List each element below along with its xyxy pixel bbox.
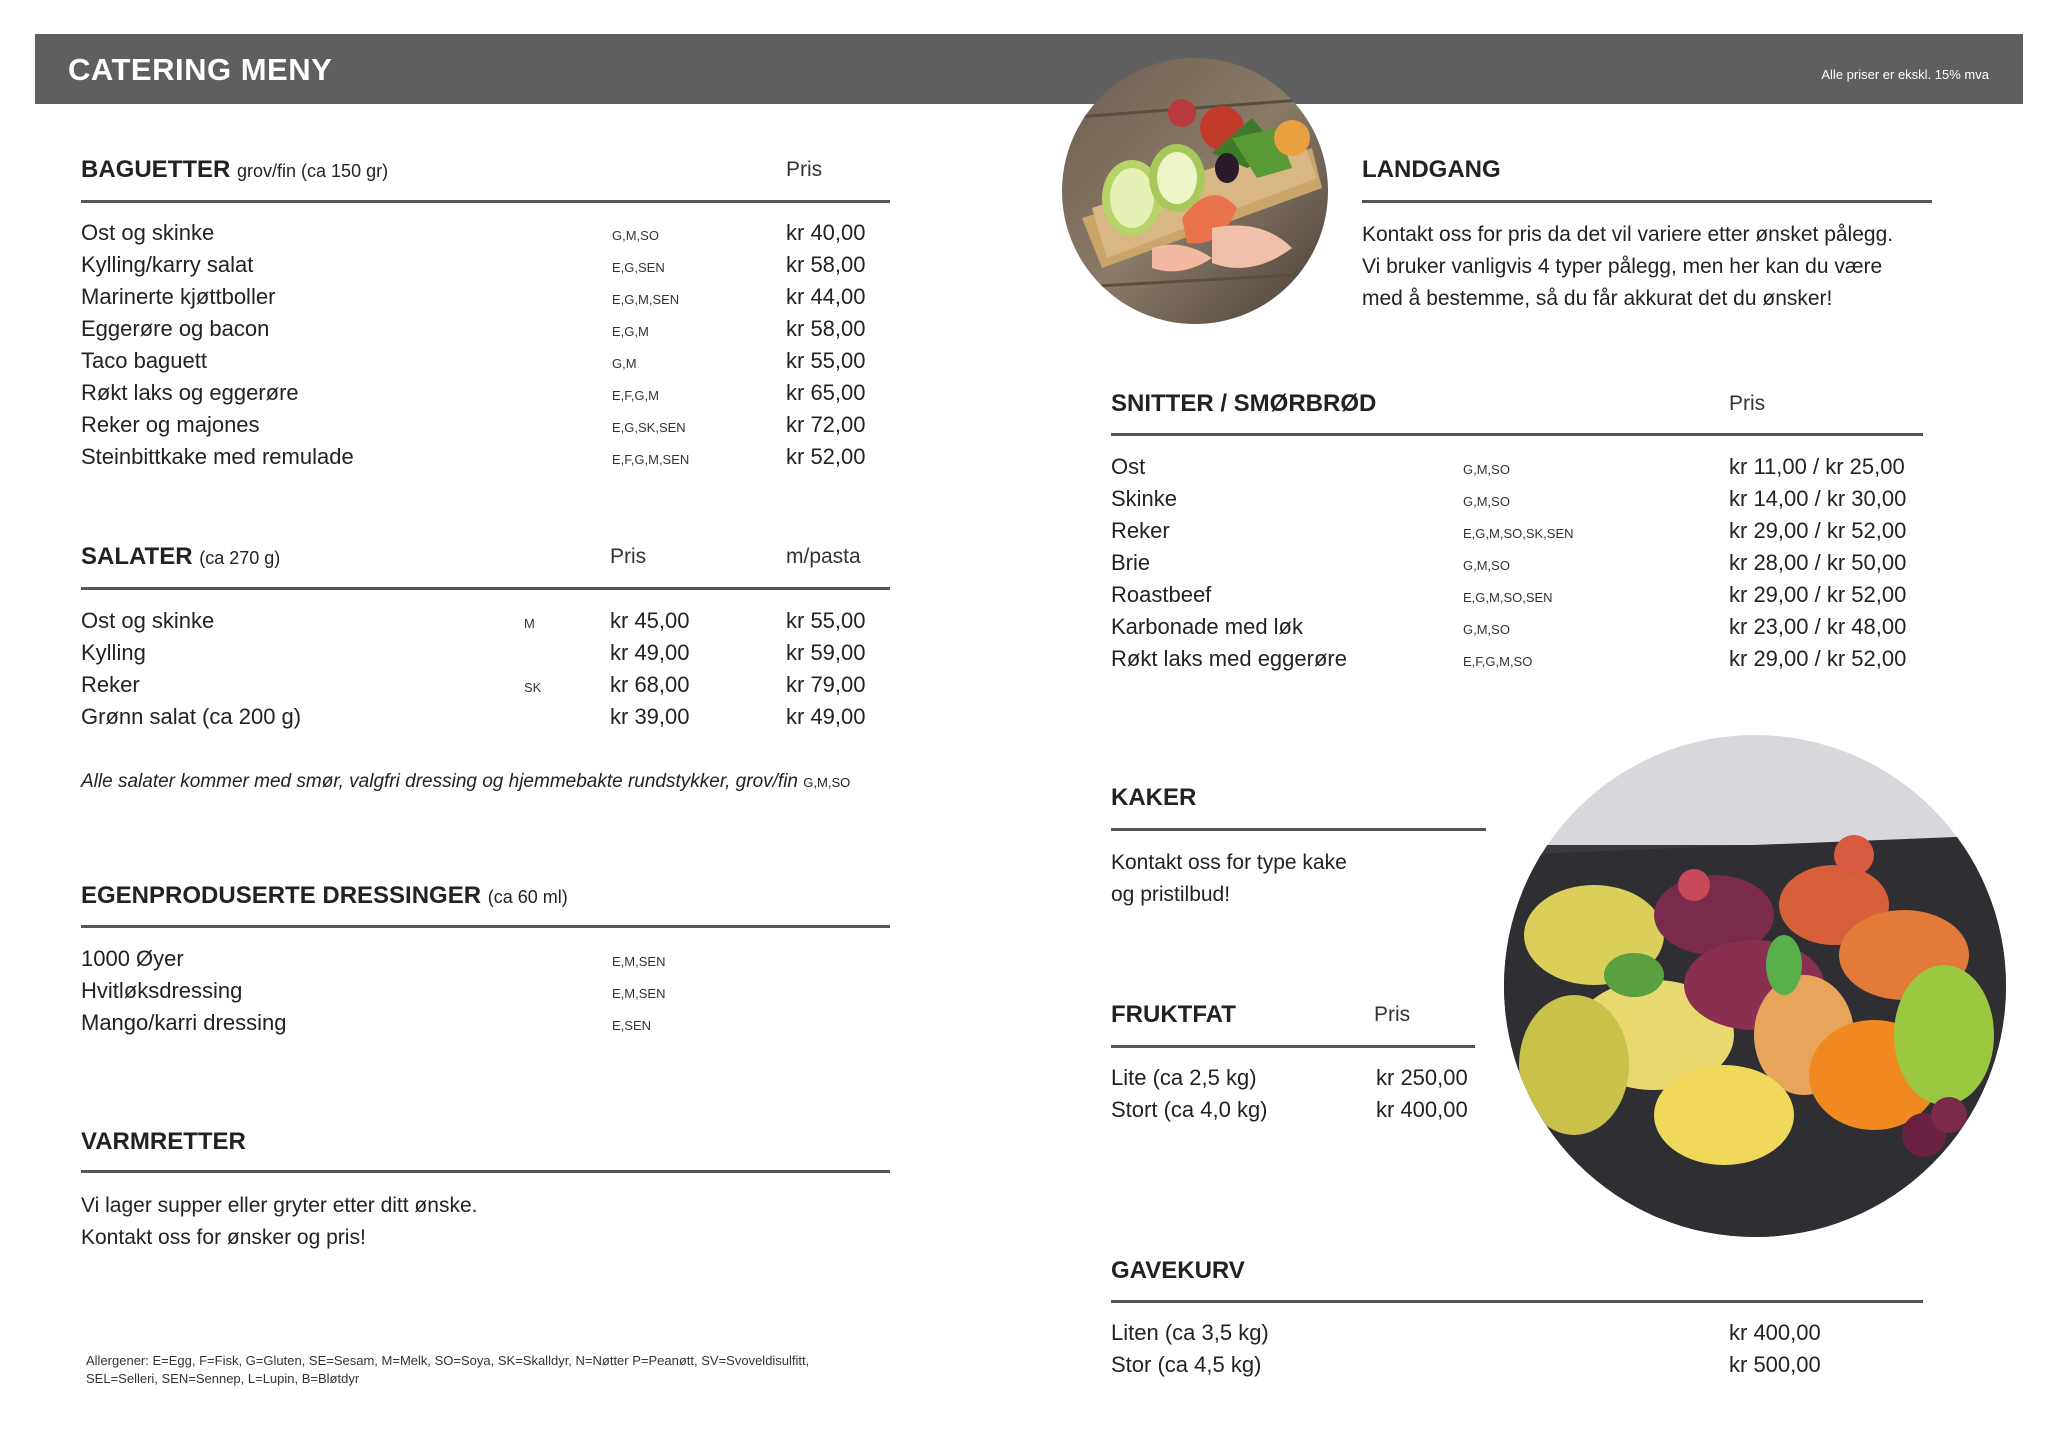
salater-item-name: Ost og skinke bbox=[81, 608, 215, 633]
landgang-line-3: med å bestemme, så du får akkurat det du ønsker! bbox=[1362, 287, 1833, 310]
baguetter-item-allergens: E,F,G,M,SEN bbox=[612, 452, 690, 467]
baguetter-subtitle: grov/fin (ca 150 gr) bbox=[237, 161, 389, 181]
salater-price-header: Pris bbox=[610, 545, 647, 568]
baguetter-item-price: kr 44,00 bbox=[786, 284, 866, 309]
salater-row bbox=[81, 704, 890, 736]
snitter-row bbox=[1111, 582, 1923, 614]
vat-note: Alle priser er ekskl. 15% mva bbox=[1821, 67, 1989, 82]
snitter-item-name: Røkt laks med eggerøre bbox=[1111, 646, 1347, 671]
gavekurv-item-price: kr 400,00 bbox=[1729, 1320, 1821, 1345]
allergen-legend-line-2: SEL=Selleri, SEN=Sennep, L=Lupin, B=Bløtdyr bbox=[86, 1371, 360, 1386]
baguetter-row bbox=[81, 252, 890, 284]
kaker-line-1: Kontakt oss for type kake bbox=[1111, 851, 1347, 874]
baguetter-item-name: Marinerte kjøttboller bbox=[81, 284, 276, 309]
baguetter-item-allergens: E,G,M bbox=[612, 324, 649, 339]
salater-note bbox=[81, 771, 850, 793]
snitter-row bbox=[1111, 486, 1923, 518]
salater-subtitle: (ca 270 g) bbox=[199, 548, 281, 568]
salater-item-pasta-price: kr 79,00 bbox=[786, 672, 866, 697]
fruit-platter-photo bbox=[1504, 735, 2006, 1237]
dressinger-row bbox=[81, 1010, 890, 1042]
landgang-line-1: Kontakt oss for pris da det vil variere etter ønsket pålegg. bbox=[1362, 223, 1894, 246]
baguetter-price-header: Pris bbox=[786, 158, 823, 181]
baguetter-title bbox=[81, 156, 388, 184]
fruktfat-row bbox=[1111, 1065, 1475, 1097]
baguetter-item-allergens: G,M bbox=[612, 356, 637, 371]
fruktfat-item-price: kr 400,00 bbox=[1376, 1097, 1468, 1122]
snitter-item-allergens: G,M,SO bbox=[1463, 494, 1510, 509]
dressinger-row bbox=[81, 946, 890, 978]
baguetter-row bbox=[81, 316, 890, 348]
salater-note-text: Alle salater kommer med smør, valgfri dressing og hjemmebakte rundstykker, grov/fin bbox=[81, 771, 798, 792]
dressinger-divider bbox=[81, 925, 890, 928]
baguetter-item-name: Kylling/karry salat bbox=[81, 252, 254, 277]
snitter-item-price: kr 29,00 / kr 52,00 bbox=[1729, 518, 1907, 543]
snitter-item-name: Karbonade med løk bbox=[1111, 614, 1303, 639]
salater-item-allergens: SK bbox=[524, 680, 542, 695]
snitter-item-allergens: E,G,M,SO,SEN bbox=[1463, 590, 1553, 605]
allergen-legend-line-1: Allergener: E=Egg, F=Fisk, G=Gluten, SE=Sesam, M=Melk, SO=Soya, SK=Skalldyr, N=Nøtter P=Peanøtt, SV=Svoveldisulfitt, bbox=[86, 1353, 810, 1368]
snitter-row bbox=[1111, 614, 1923, 646]
baguetter-item-price: kr 58,00 bbox=[786, 252, 866, 277]
dressinger-item-name: Mango/karri dressing bbox=[81, 1010, 287, 1035]
salater-item-name: Reker bbox=[81, 672, 140, 697]
snitter-item-allergens: G,M,SO bbox=[1463, 558, 1510, 573]
salater-row bbox=[81, 608, 890, 640]
baguetter-row bbox=[81, 412, 890, 444]
dressinger-subtitle: (ca 60 ml) bbox=[487, 887, 568, 907]
kaker-text bbox=[1111, 847, 1347, 911]
dressinger-item-allergens: E,M,SEN bbox=[612, 986, 666, 1001]
salater-item-price: kr 45,00 bbox=[610, 608, 690, 633]
page-title: CATERING MENY bbox=[68, 52, 333, 87]
baguetter-item-allergens: E,F,G,M bbox=[612, 388, 659, 403]
salater-item-pasta-price: kr 59,00 bbox=[786, 640, 866, 665]
dressinger-item-name: 1000 Øyer bbox=[81, 946, 184, 971]
baguetter-item-name: Ost og skinke bbox=[81, 220, 215, 245]
salater-title bbox=[81, 543, 280, 571]
kaker-line-2: og pristilbud! bbox=[1111, 883, 1231, 906]
salater-row bbox=[81, 672, 890, 704]
baguetter-item-price: kr 55,00 bbox=[786, 348, 866, 373]
gavekurv-item-name: Liten (ca 3,5 kg) bbox=[1111, 1320, 1269, 1345]
kaker-title: KAKER bbox=[1111, 784, 1197, 811]
baguetter-row bbox=[81, 444, 890, 476]
baguetter-item-allergens: E,G,SEN bbox=[612, 260, 665, 275]
gavekurv-item-name: Stor (ca 4,5 kg) bbox=[1111, 1352, 1262, 1377]
snitter-price-header: Pris bbox=[1729, 392, 1766, 415]
kaker-divider bbox=[1111, 828, 1486, 831]
baguetter-title-text: BAGUETTER bbox=[81, 156, 231, 183]
baguetter-item-price: kr 65,00 bbox=[786, 380, 866, 405]
varmretter-line-1: Vi lager supper eller gryter etter ditt ønske. bbox=[81, 1194, 478, 1217]
snitter-item-allergens: E,G,M,SO,SK,SEN bbox=[1463, 526, 1574, 541]
gavekurv-item-price: kr 500,00 bbox=[1729, 1352, 1821, 1377]
salater-item-name: Grønn salat (ca 200 g) bbox=[81, 704, 302, 729]
snitter-item-allergens: E,F,G,M,SO bbox=[1463, 654, 1533, 669]
baguetter-item-name: Eggerøre og bacon bbox=[81, 316, 270, 341]
baguetter-row bbox=[81, 220, 890, 252]
salater-title-text: SALATER bbox=[81, 543, 193, 570]
fruit-platter-image bbox=[1504, 735, 2006, 1237]
landgang-text bbox=[1362, 219, 1893, 315]
salater-item-pasta-price: kr 49,00 bbox=[786, 704, 866, 729]
salater-pasta-header: m/pasta bbox=[786, 545, 861, 568]
salater-row bbox=[81, 640, 890, 672]
baguetter-row bbox=[81, 284, 890, 316]
dressinger-title-text: EGENPRODUSERTE DRESSINGER bbox=[81, 882, 482, 909]
dressinger-item-name: Hvitløksdressing bbox=[81, 978, 243, 1003]
snitter-item-price: kr 14,00 / kr 30,00 bbox=[1729, 486, 1907, 511]
snitter-title: SNITTER / SMØRBRØD bbox=[1111, 390, 1377, 417]
snitter-divider bbox=[1111, 433, 1923, 436]
varmretter-divider bbox=[81, 1170, 890, 1173]
varmretter-line-2: Kontakt oss for ønsker og pris! bbox=[81, 1226, 366, 1249]
fruktfat-divider bbox=[1111, 1045, 1475, 1048]
salater-item-allergens: M bbox=[524, 616, 535, 631]
baguetter-row bbox=[81, 380, 890, 412]
snitter-item-name: Reker bbox=[1111, 518, 1170, 543]
snitter-item-name: Roastbeef bbox=[1111, 582, 1212, 607]
snitter-row bbox=[1111, 454, 1923, 486]
snitter-item-price: kr 23,00 / kr 48,00 bbox=[1729, 614, 1907, 639]
snitter-item-allergens: G,M,SO bbox=[1463, 462, 1510, 477]
baguetter-item-name: Røkt laks og eggerøre bbox=[81, 380, 299, 405]
allergen-legend bbox=[86, 1352, 809, 1388]
baguetter-item-price: kr 58,00 bbox=[786, 316, 866, 341]
fruktfat-row bbox=[1111, 1097, 1475, 1129]
fruktfat-item-name: Stort (ca 4,0 kg) bbox=[1111, 1097, 1268, 1122]
baguetter-item-price: kr 52,00 bbox=[786, 444, 866, 469]
open-sandwich-image bbox=[1062, 58, 1328, 324]
landgang-title: LANDGANG bbox=[1362, 156, 1501, 183]
fruktfat-price-header: Pris bbox=[1374, 1003, 1411, 1026]
baguetter-divider bbox=[81, 200, 890, 203]
fruktfat-title: FRUKTFAT bbox=[1111, 1001, 1236, 1028]
dressinger-item-allergens: E,M,SEN bbox=[612, 954, 666, 969]
snitter-row bbox=[1111, 646, 1923, 678]
varmretter-title: VARMRETTER bbox=[81, 1128, 246, 1155]
fruktfat-item-name: Lite (ca 2,5 kg) bbox=[1111, 1065, 1257, 1090]
snitter-item-price: kr 29,00 / kr 52,00 bbox=[1729, 582, 1907, 607]
snitter-item-price: kr 11,00 / kr 25,00 bbox=[1729, 454, 1905, 479]
baguetter-row bbox=[81, 348, 890, 380]
gavekurv-row bbox=[1111, 1352, 1923, 1384]
baguetter-item-allergens: G,M,SO bbox=[612, 228, 659, 243]
varmretter-text bbox=[81, 1190, 477, 1254]
snitter-item-price: kr 29,00 / kr 52,00 bbox=[1729, 646, 1907, 671]
baguetter-item-allergens: E,G,SK,SEN bbox=[612, 420, 686, 435]
snitter-item-price: kr 28,00 / kr 50,00 bbox=[1729, 550, 1907, 575]
salater-item-name: Kylling bbox=[81, 640, 146, 665]
baguetter-item-price: kr 72,00 bbox=[786, 412, 866, 437]
salater-item-price: kr 49,00 bbox=[610, 640, 690, 665]
baguetter-item-allergens: E,G,M,SEN bbox=[612, 292, 680, 307]
baguetter-item-name: Reker og majones bbox=[81, 412, 260, 437]
fruktfat-item-price: kr 250,00 bbox=[1376, 1065, 1468, 1090]
baguetter-item-price: kr 40,00 bbox=[786, 220, 866, 245]
gavekurv-title: GAVEKURV bbox=[1111, 1257, 1245, 1284]
dressinger-item-allergens: E,SEN bbox=[612, 1018, 652, 1033]
snitter-row bbox=[1111, 550, 1923, 582]
snitter-item-name: Ost bbox=[1111, 454, 1146, 479]
snitter-row bbox=[1111, 518, 1923, 550]
snitter-item-allergens: G,M,SO bbox=[1463, 622, 1510, 637]
landgang-divider bbox=[1362, 200, 1932, 203]
salater-note-allergens: G,M,SO bbox=[803, 775, 851, 790]
gavekurv-row bbox=[1111, 1320, 1923, 1352]
baguetter-item-name: Taco baguett bbox=[81, 348, 207, 373]
header-bar bbox=[35, 34, 2023, 104]
salater-divider bbox=[81, 587, 890, 590]
dressinger-title bbox=[81, 882, 568, 910]
salater-item-price: kr 68,00 bbox=[610, 672, 690, 697]
snitter-item-name: Brie bbox=[1111, 550, 1151, 575]
dressinger-row bbox=[81, 978, 890, 1010]
salater-item-pasta-price: kr 55,00 bbox=[786, 608, 866, 633]
snitter-item-name: Skinke bbox=[1111, 486, 1178, 511]
gavekurv-divider bbox=[1111, 1300, 1923, 1303]
salater-item-price: kr 39,00 bbox=[610, 704, 690, 729]
landgang-line-2: Vi bruker vanligvis 4 typer pålegg, men her kan du være bbox=[1362, 255, 1883, 278]
landgang-photo bbox=[1062, 58, 1328, 324]
baguetter-item-name: Steinbittkake med remulade bbox=[81, 444, 354, 469]
